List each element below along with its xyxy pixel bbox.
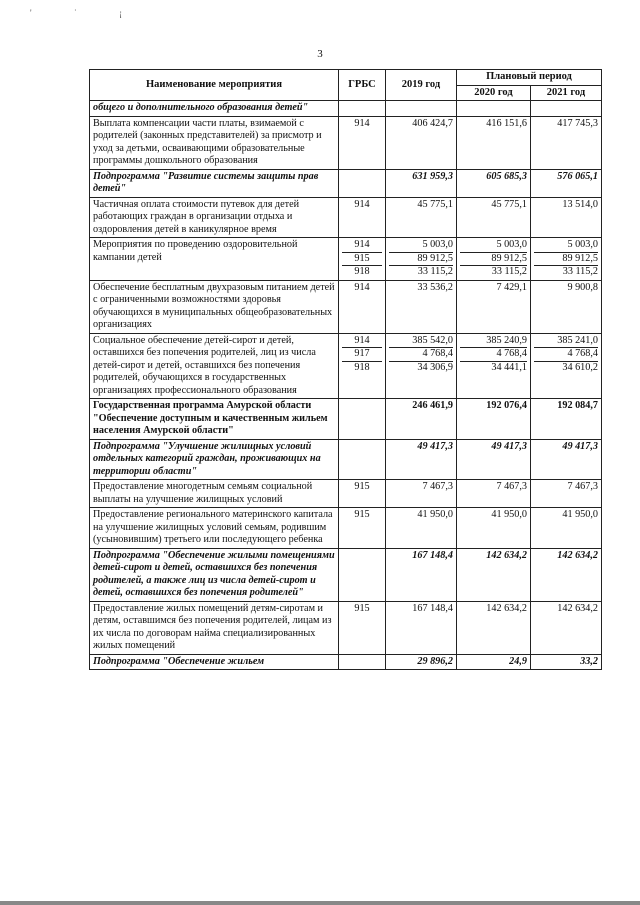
value-line: 89 912,5: [389, 253, 453, 267]
row-value-2020: [457, 116, 531, 169]
scan-edge: [0, 901, 640, 905]
table-row: [90, 508, 602, 549]
row-name: Подпрограмма "Развитие системы защиты прав детей": [90, 169, 339, 197]
value-line: 33 115,2: [491, 266, 527, 277]
row-value-2019: [386, 280, 457, 333]
value-line: 167 148,4: [412, 602, 453, 614]
table-row: [90, 333, 602, 399]
row-name: Предоставление регионального материнского капитала на улучшение жилищных условий семьям, родившим (усыновившим) третьего или последующего ребенка: [90, 508, 339, 549]
value-line: 192 084,7: [557, 400, 598, 411]
value-line: [342, 550, 382, 563]
table-row: [90, 439, 602, 480]
value-line: 914: [342, 335, 382, 349]
value-line: 41 950,0: [491, 509, 527, 520]
value-line: 142 634,2: [557, 549, 598, 561]
row-name: Социальное обеспечение детей-сирот и детей, оставшихся без попечения родителей, лиц из числа детей-сирот и детей, оставшихся без попечения родителей, обучающихся в государственных организациях профессионального образования: [90, 333, 339, 399]
value-line: 918: [354, 266, 370, 277]
row-name: Предоставление многодетным семьям социальной выплаты на улучшение жилищных условий: [90, 480, 339, 508]
table-row: [90, 116, 602, 169]
row-value-2021: [531, 399, 602, 440]
value-line: 33,2: [580, 655, 598, 667]
scan-artifacts: ' ˙ ¡: [30, 8, 143, 18]
row-name: Подпрограмма "Обеспечение жилыми помещениями детей-сирот и детей, оставшихся без попечения родителей, а также лиц из числа детей-сирот и детей, оставшихся без попечения родителей": [90, 548, 339, 601]
table-row: [90, 654, 602, 670]
header-grbs: ГРБС: [339, 70, 386, 101]
row-value-2020: [457, 101, 531, 117]
table-row: [90, 480, 602, 508]
table-row: [90, 197, 602, 238]
row-name: общего и дополнительного образования детей": [90, 101, 339, 117]
row-name: Частичная оплата стоимости путевок для детей работающих граждан в организации отдыха и оздоровления детей в каникулярное время: [90, 197, 339, 238]
row-name: Подпрограмма "Обеспечение жильем: [90, 654, 339, 670]
row-value-2021: [531, 333, 602, 399]
value-line: 41 950,0: [417, 509, 453, 520]
row-value-2019: [386, 439, 457, 480]
row-value-2021: [531, 439, 602, 480]
value-line: 142 634,2: [486, 549, 527, 561]
value-line: 915: [354, 481, 370, 492]
row-value-2021: [531, 280, 602, 333]
row-value-2021: [531, 169, 602, 197]
value-line: 7 467,3: [422, 481, 453, 492]
value-line: 417 745,3: [557, 117, 598, 129]
value-line: [534, 102, 598, 115]
value-line: 7 467,3: [496, 481, 527, 492]
row-grbs: [339, 548, 386, 601]
row-value-2021: [531, 101, 602, 117]
row-grbs: [339, 238, 386, 281]
table-row: [90, 399, 602, 440]
table-row: [90, 169, 602, 197]
row-value-2019: [386, 508, 457, 549]
row-value-2019: [386, 333, 457, 399]
value-line: 914: [354, 117, 370, 129]
value-line: 49 417,3: [491, 440, 527, 452]
row-grbs: [339, 280, 386, 333]
value-line: 9 900,8: [567, 281, 598, 293]
value-line: 33 536,2: [417, 281, 453, 293]
value-line: [342, 171, 382, 184]
value-line: [389, 102, 453, 115]
header-name: Наименование мероприятия: [90, 70, 339, 101]
row-value-2019: [386, 654, 457, 670]
value-line: 192 076,4: [486, 400, 527, 411]
row-value-2019: [386, 169, 457, 197]
value-line: 34 610,2: [562, 361, 598, 373]
value-line: 142 634,2: [486, 602, 527, 614]
header-2019: 2019 год: [386, 70, 457, 101]
row-grbs: [339, 480, 386, 508]
row-value-2019: [386, 399, 457, 440]
value-line: 385 241,0: [534, 335, 598, 349]
value-line: 49 417,3: [562, 440, 598, 452]
value-line: 45 775,1: [417, 198, 453, 210]
row-grbs: [339, 101, 386, 117]
value-line: 34 306,9: [417, 361, 453, 373]
row-value-2020: [457, 548, 531, 601]
row-value-2020: [457, 508, 531, 549]
row-value-2019: [386, 116, 457, 169]
row-value-2019: [386, 548, 457, 601]
row-value-2021: [531, 116, 602, 169]
header-2021: 2021 год: [531, 85, 602, 101]
row-value-2020: [457, 601, 531, 654]
value-line: [460, 102, 527, 115]
value-line: 7 467,3: [567, 481, 598, 492]
row-value-2020: [457, 439, 531, 480]
table-row: [90, 238, 602, 281]
row-value-2021: [531, 508, 602, 549]
row-value-2019: [386, 238, 457, 281]
value-line: 914: [342, 239, 382, 253]
value-line: 7 429,1: [496, 281, 527, 293]
value-line: 416 151,6: [486, 117, 527, 129]
value-line: 915: [354, 602, 370, 614]
row-grbs: [339, 654, 386, 670]
value-line: 246 461,9: [412, 400, 453, 411]
value-line: [342, 441, 382, 454]
row-value-2020: [457, 333, 531, 399]
value-line: 5 003,0: [389, 239, 453, 253]
row-value-2020: [457, 280, 531, 333]
row-value-2021: [531, 480, 602, 508]
value-line: 89 912,5: [460, 253, 527, 267]
row-value-2021: [531, 654, 602, 670]
row-value-2021: [531, 238, 602, 281]
row-name: Государственная программа Амурской области "Обеспечение доступным и качественным жильем населения Амурской области": [90, 399, 339, 440]
value-line: 24,9: [509, 655, 527, 667]
row-name: Мероприятия по проведению оздоровительной кампании детей: [90, 238, 339, 281]
value-line: 918: [354, 361, 370, 373]
value-line: 915: [354, 509, 370, 520]
row-grbs: [339, 601, 386, 654]
page-number: 3: [317, 48, 323, 60]
value-line: 45 775,1: [491, 198, 527, 210]
row-name: Предоставление жилых помещений детям-сиротам и детям, оставшимся без попечения родителей, лицам из их числа по договорам найма специализированных жилых помещений: [90, 601, 339, 654]
row-value-2020: [457, 197, 531, 238]
value-line: 576 065,1: [557, 170, 598, 182]
header-planned-period: Плановый период: [457, 70, 602, 86]
table-row: [90, 280, 602, 333]
value-line: [342, 656, 382, 669]
row-value-2021: [531, 548, 602, 601]
value-line: 89 912,5: [534, 253, 598, 267]
row-value-2020: [457, 169, 531, 197]
value-line: 33 115,2: [417, 266, 453, 277]
value-line: 385 542,0: [389, 335, 453, 349]
row-grbs: [339, 333, 386, 399]
row-value-2020: [457, 654, 531, 670]
row-grbs: [339, 169, 386, 197]
value-line: [342, 102, 382, 115]
value-line: 915: [342, 253, 382, 267]
value-line: 29 896,2: [417, 655, 453, 667]
row-value-2019: [386, 480, 457, 508]
row-name: Обеспечение бесплатным двухразовым питанием детей с ограниченными возможностями здоровья обучающихся в муниципальных общеобразовательных организациях: [90, 280, 339, 333]
value-line: 914: [354, 281, 370, 293]
value-line: 5 003,0: [534, 239, 598, 253]
row-grbs: [339, 508, 386, 549]
row-value-2019: [386, 197, 457, 238]
value-line: 142 634,2: [557, 602, 598, 614]
row-grbs: [339, 116, 386, 169]
row-name: Выплата компенсации части платы, взимаемой с родителей (законных представителей) за присмотр и уход за детьми, осваивающими образовательные программы дошкольного образования: [90, 116, 339, 169]
row-value-2019: [386, 601, 457, 654]
value-line: 167 148,4: [412, 549, 453, 561]
value-line: 33 115,2: [562, 266, 598, 277]
value-line: 13 514,0: [562, 198, 598, 210]
value-line: 385 240,9: [460, 335, 527, 349]
row-value-2019: [386, 101, 457, 117]
value-line: 631 959,3: [412, 170, 453, 182]
value-line: [342, 400, 382, 413]
value-line: 914: [354, 198, 370, 210]
row-grbs: [339, 439, 386, 480]
value-line: 4 768,4: [389, 348, 453, 362]
value-line: 406 424,7: [412, 117, 453, 129]
table-row: [90, 601, 602, 654]
row-grbs: [339, 197, 386, 238]
value-line: 5 003,0: [460, 239, 527, 253]
row-value-2020: [457, 399, 531, 440]
row-grbs: [339, 399, 386, 440]
budget-table: [89, 69, 602, 670]
row-value-2020: [457, 238, 531, 281]
value-line: 917: [342, 348, 382, 362]
row-value-2021: [531, 601, 602, 654]
value-line: 4 768,4: [534, 348, 598, 362]
row-name: Подпрограмма "Улучшение жилищных условий отдельных категорий граждан, проживающих на территории области": [90, 439, 339, 480]
header-2020: 2020 год: [457, 85, 531, 101]
row-value-2021: [531, 197, 602, 238]
value-line: 41 950,0: [562, 509, 598, 520]
value-line: 34 441,1: [491, 361, 527, 373]
value-line: 49 417,3: [417, 440, 453, 452]
table-row: [90, 548, 602, 601]
table-row: [90, 101, 602, 117]
row-value-2020: [457, 480, 531, 508]
value-line: 605 685,3: [486, 170, 527, 182]
value-line: 4 768,4: [460, 348, 527, 362]
